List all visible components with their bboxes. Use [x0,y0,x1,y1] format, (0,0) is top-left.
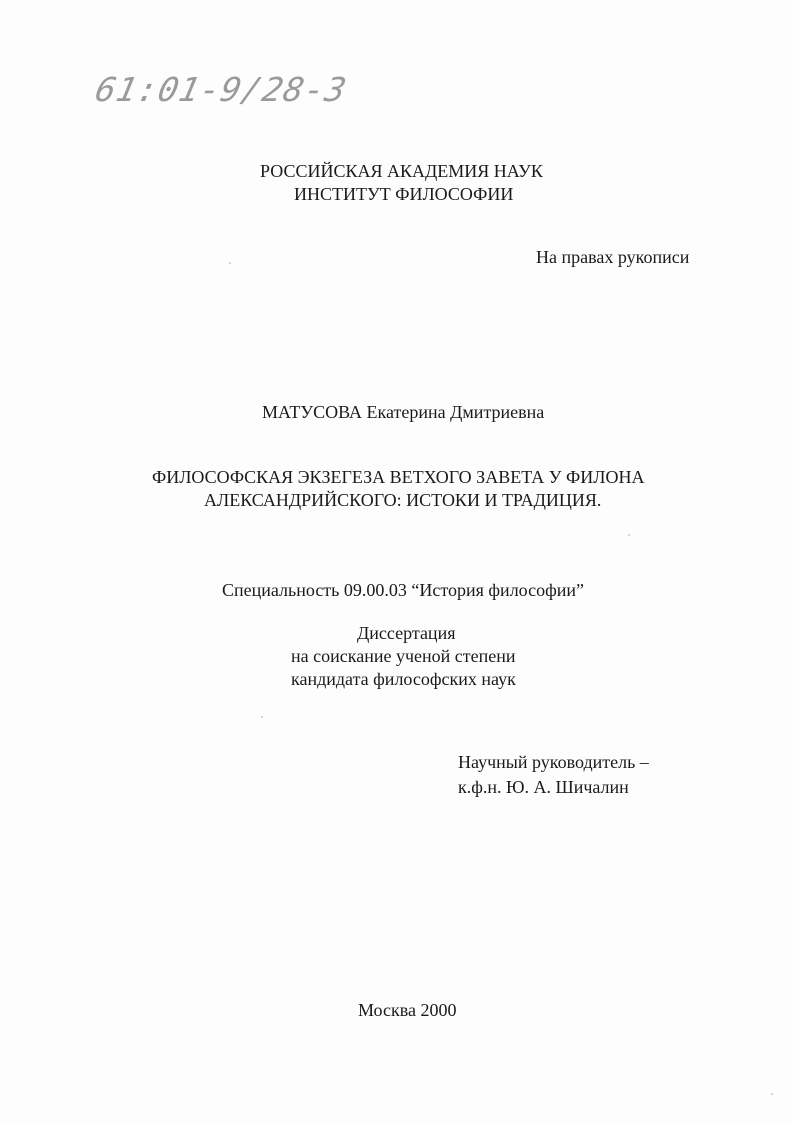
rights-note: На правах рукописи [536,247,690,267]
handwritten-stamp: 61:01-9/28-3 [91,70,351,109]
scan-speck [261,716,263,718]
degree-purpose: на соискание ученой степени [291,646,516,666]
institute-name: ИНСТИТУТ ФИЛОСОФИИ [294,184,514,204]
supervisor-label: Научный руководитель – [458,752,649,772]
city-year: Москва 2000 [358,1000,457,1020]
scan-speck [771,1093,773,1095]
dissertation-title-line-1: ФИЛОСОФСКАЯ ЭКЗЕГЕЗА ВЕТХОГО ЗАВЕТА У ФИЛОНА [152,467,645,487]
organization-name: РОССИЙСКАЯ АКАДЕМИЯ НАУК [260,161,543,181]
author-name: МАТУСОВА Екатерина Дмитриевна [262,402,545,422]
dissertation-title-line-2: АЛЕКСАНДРИЙСКОГО: ИСТОКИ И ТРАДИЦИЯ. [204,490,602,510]
specialty: Специальность 09.00.03 “История философии” [222,580,585,600]
scan-speck [229,262,231,264]
scan-speck [628,534,630,536]
degree-name: кандидата философских наук [291,669,516,689]
dissertation-label: Диссертация [357,623,456,643]
supervisor-name: к.ф.н. Ю. А. Шичалин [458,777,629,797]
